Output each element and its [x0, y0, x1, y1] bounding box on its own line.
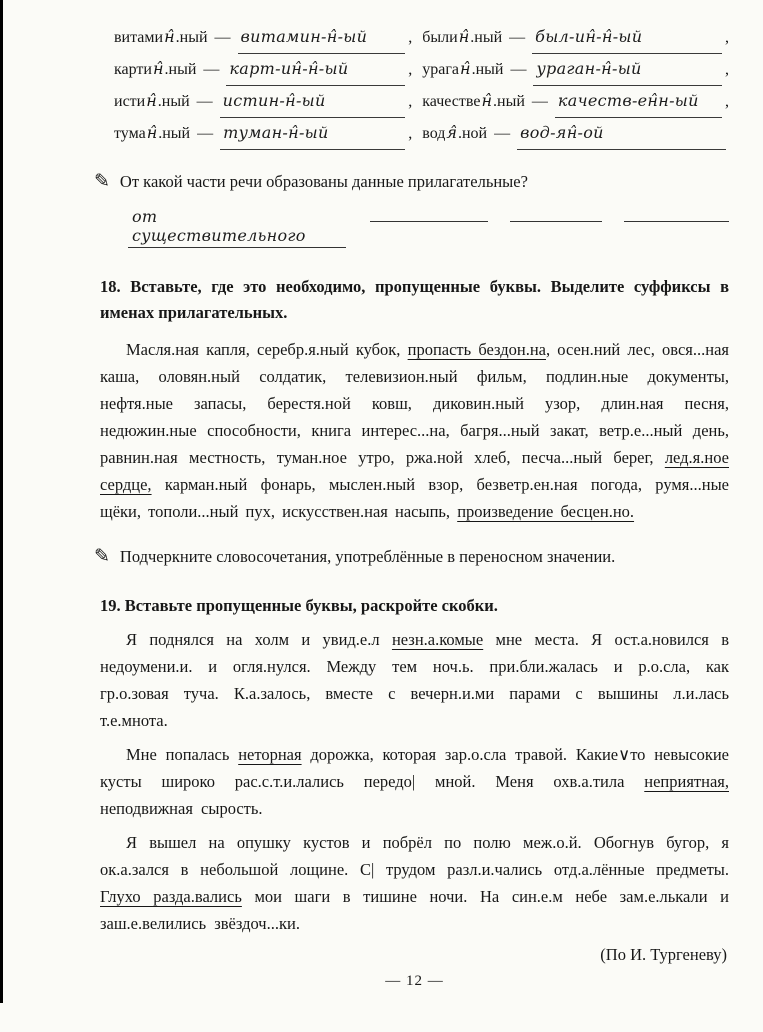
- printed-word: [422, 118, 487, 149]
- text-segment: Я вышел на опушку кустов и побрёл по полю меж.о.й. Обогнув бугор, я ок.а.зался в небольшой лощине. С| трудом разл.и.чались отд.а.лённые предметы.: [100, 833, 729, 879]
- text-segment: Масля.ная капля, серебр.я.ный кубок,: [126, 340, 408, 359]
- handwritten-answer: карт-ин̂-н̂-ый: [226, 54, 405, 86]
- pencil-icon: ✎: [94, 171, 110, 192]
- punctuation: ,: [725, 61, 729, 78]
- text-segment: мне места. Я ост.а.новился в недоумени.и. и огля.нулся. Между тем ноч.ь. при.бли.жалась и р.о.сла, как гр.о.зовая туча. К.а.залось, вместе с вечерн.и.ми парами с вышины л.и.лась т.е.мнота.: [100, 630, 729, 730]
- word-suffix: .ный: [164, 61, 197, 78]
- punctuation: ,: [408, 93, 413, 110]
- inserted-letter: н̂: [146, 91, 157, 110]
- handwritten-answer: вод-ян̂-ой: [517, 118, 726, 150]
- underlined-phrase: незн.а.комые: [391, 630, 484, 649]
- dash: —: [531, 93, 548, 110]
- handwritten-answer: туман-н̂-ый: [220, 118, 405, 150]
- note-text: Подчеркните словосочетания, употреблённые в переносном значении.: [119, 547, 616, 566]
- text-segment: Мне попалась: [126, 745, 239, 764]
- answer-blank: [510, 202, 602, 222]
- word-suffix: .ный: [493, 93, 525, 110]
- note-row: [94, 545, 729, 569]
- scan-edge-artifact: [0, 0, 3, 1003]
- handwritten-answer: от существительного: [128, 207, 346, 248]
- inserted-letter: н̂: [164, 27, 175, 46]
- punctuation: ,: [408, 29, 413, 46]
- dash: —: [494, 125, 511, 142]
- word-prefix: исти: [114, 93, 146, 110]
- printed-word: [422, 54, 503, 85]
- word-suffix: .ный: [157, 93, 190, 110]
- exercise-19-paragraph: [100, 741, 729, 822]
- handwritten-answer: витамин-н̂-ый: [238, 22, 406, 54]
- word-suffix: .ный: [471, 61, 504, 78]
- dash: —: [203, 61, 220, 78]
- word-pair-right: [422, 86, 729, 118]
- handwritten-answer: истин-н̂-ый: [220, 86, 406, 118]
- text-segment: мои шаги в тишине ночи. На син.е.м небе зам.е.лькали и заш.е.велились звёздоч...ки.: [100, 887, 729, 933]
- printed-word: [114, 86, 190, 117]
- punctuation: ,: [408, 61, 413, 78]
- punctuation: ,: [725, 93, 729, 110]
- inserted-letter: я̂: [446, 123, 457, 142]
- underlined-phrase: Глухо разда.вались: [100, 887, 242, 906]
- printed-word: [114, 118, 190, 149]
- word-pair-right: [422, 118, 729, 150]
- exercise-19-paragraph: [100, 829, 729, 937]
- printed-word: [114, 54, 196, 85]
- inserted-letter: н̂: [460, 59, 471, 78]
- attribution: (По И. Тургеневу): [600, 945, 727, 964]
- word-suffix: .ный: [175, 29, 208, 46]
- page-number: — 12 —: [385, 973, 444, 989]
- handwritten-answer: был-ин̂-н̂-ый: [532, 22, 722, 54]
- handwritten-answer: качеств-ен̂н-ый: [555, 86, 722, 118]
- dash: —: [510, 61, 527, 78]
- word-pair-row: [114, 54, 729, 86]
- underlined-phrase: пропасть бездон.на: [407, 340, 546, 359]
- word-suffix: .ной: [457, 125, 488, 142]
- word-pairs-section: [114, 22, 729, 150]
- exercise-18-title: 18. Вставьте, где это необходимо, пропущенные буквы. Выделите суффиксы в именах прилагательных.: [100, 277, 729, 322]
- word-prefix: вод: [422, 125, 446, 142]
- word-prefix: витами: [114, 29, 164, 46]
- question-text: От какой части речи образованы данные прилагательные?: [119, 172, 528, 191]
- word-pair-left: [114, 54, 412, 86]
- note-block: [94, 545, 729, 569]
- question-block: [94, 170, 729, 248]
- word-pair-left: [114, 118, 412, 150]
- inserted-letter: н̂: [146, 123, 158, 142]
- inserted-letter: н̂: [152, 59, 164, 78]
- text-segment: карман.ный фонарь, мыслен.ный взор, безветр.ен.ная погода, румя...ные щёки, тополи...ный пух, искусствен.ная насыпь,: [100, 475, 729, 521]
- dash: —: [197, 125, 214, 142]
- punctuation: ,: [725, 29, 729, 46]
- text-segment: , осен.ний лес, овся...ная каша, оловян.ный солдатик, телевизион.ный фильм, подлин.ные документы, нефтя.ные запасы, берестя.ной ковш, диковин.ный узор, длин.ная песня, недюжин.ные способности, книга интерес...на, багря...ный закат, ветр.е...ный день, равнин.ная местность, туман.ное утро, ржа.ной хлеб, песча...ный берег,: [100, 340, 729, 467]
- dash: —: [509, 29, 526, 46]
- word-prefix: были: [422, 29, 458, 46]
- text-segment: дорожка, которая зар.о.сла травой. Какие∨то невысокие кусты широко рас.с.т.и.лались передо| мной. Меня охв.а.тила: [100, 745, 729, 791]
- dash: —: [196, 93, 213, 110]
- word-prefix: урага: [422, 61, 460, 78]
- punctuation: ,: [408, 125, 413, 142]
- inserted-letter: н̂: [481, 91, 493, 110]
- word-pair-row: [114, 118, 729, 150]
- printed-word: [422, 86, 525, 117]
- word-pair-right: [422, 54, 729, 86]
- question-answer-row: [128, 202, 729, 248]
- word-prefix: тума: [114, 125, 146, 142]
- text-segment: неподвижная сырость.: [100, 799, 263, 818]
- underlined-phrase: неприятная,: [644, 772, 729, 791]
- printed-word: [422, 22, 502, 53]
- word-prefix: качестве: [422, 93, 481, 110]
- question-row: [94, 170, 729, 194]
- answer-blank: [624, 202, 729, 222]
- answer-blank: [370, 202, 488, 222]
- dash: —: [214, 29, 231, 46]
- word-suffix: .ный: [470, 29, 503, 46]
- exercise-19-paragraph: [100, 626, 729, 734]
- printed-word: [114, 22, 208, 53]
- underlined-phrase: произведение бесцен.но.: [457, 502, 635, 521]
- word-pair-row: [114, 22, 729, 54]
- word-pair-left: [114, 86, 412, 118]
- underlined-phrase: лед.я.ное сердце,: [100, 448, 729, 494]
- word-pair-left: [114, 22, 412, 54]
- inserted-letter: н̂: [458, 27, 470, 46]
- word-prefix: карти: [114, 61, 152, 78]
- text-segment: Я поднялся на холм и увид.е.л: [126, 630, 392, 649]
- pencil-icon: ✎: [94, 546, 110, 567]
- underlined-phrase: неторная: [238, 745, 302, 764]
- handwritten-answer: ураган-н̂-ый: [533, 54, 722, 86]
- word-suffix: .ный: [158, 125, 191, 142]
- word-pair-right: [422, 22, 729, 54]
- exercise-19-title: 19. Вставьте пропущенные буквы, раскройте скобки.: [100, 596, 498, 615]
- word-pair-row: [114, 86, 729, 118]
- exercise-18-body: [100, 336, 729, 525]
